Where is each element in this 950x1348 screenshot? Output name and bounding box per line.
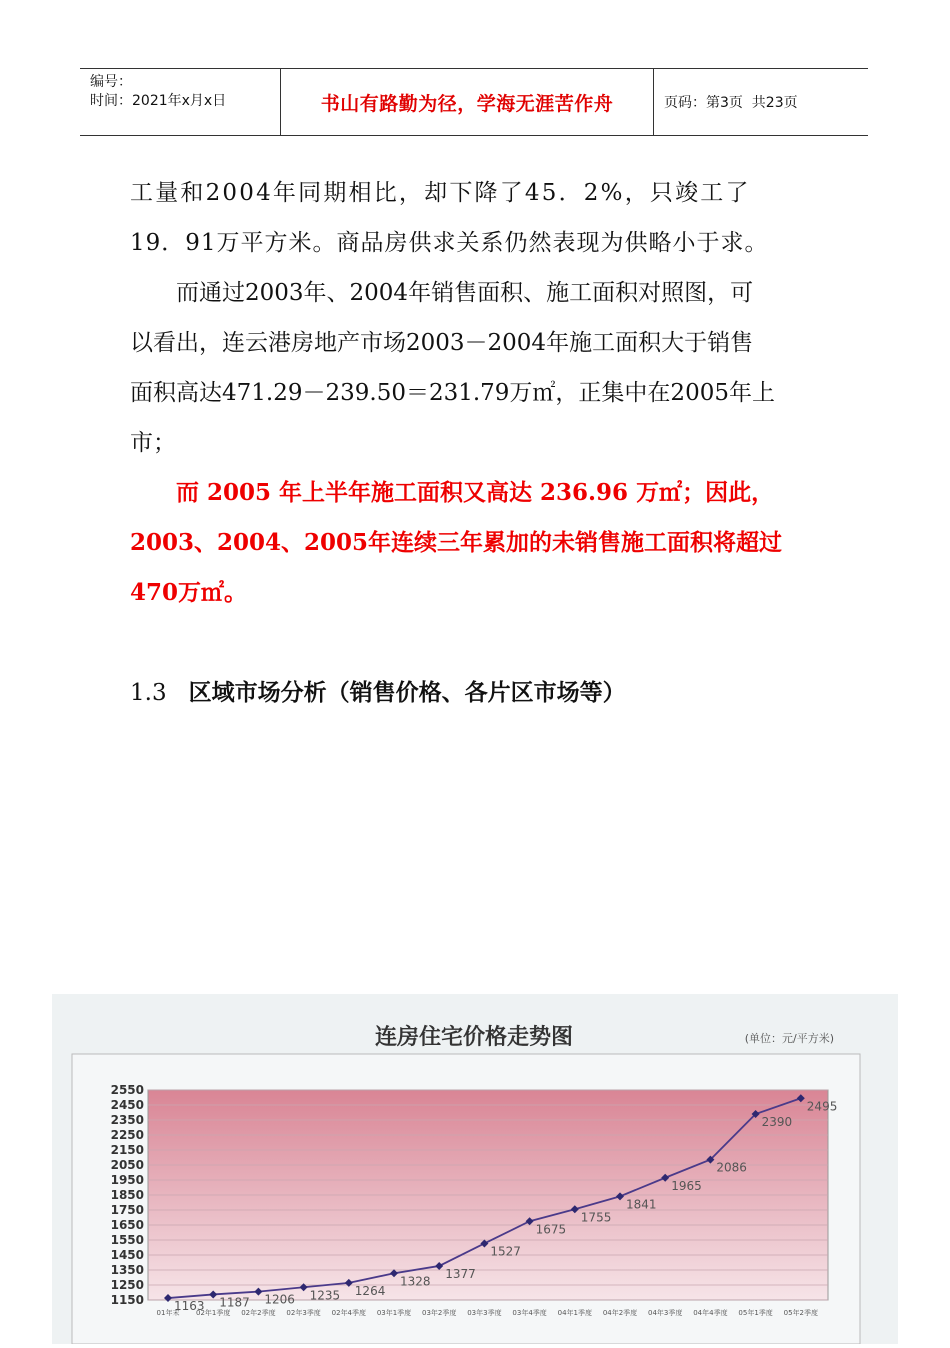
data-label: 1328 xyxy=(400,1274,431,1289)
x-tick-label: 04年1季度 xyxy=(557,1309,592,1317)
plot-area xyxy=(111,1083,838,1317)
x-tick-label: 05年2季度 xyxy=(783,1309,818,1317)
x-tick-label: 02年1季度 xyxy=(196,1309,231,1317)
y-tick-label: 1450 xyxy=(110,1248,144,1262)
x-tick-label: 05年1季度 xyxy=(738,1309,773,1317)
chart-unit-note: (单位：元/平方米) xyxy=(744,1032,834,1045)
header-page xyxy=(654,69,868,135)
header-motto: 书山有路勤为径，学海无涯苦作舟 xyxy=(281,69,654,135)
chart-title: 连房住宅价格走势图 xyxy=(374,1025,574,1050)
body-line-2: 19．91万平方米。商品房供求关系仍然表现为供略小于求。 xyxy=(130,230,769,256)
x-tick-label: 03年2季度 xyxy=(422,1309,457,1317)
y-tick-label: 1150 xyxy=(110,1293,144,1307)
data-label: 1841 xyxy=(626,1197,657,1212)
x-tick-label: 04年4季度 xyxy=(693,1309,728,1317)
data-label: 2086 xyxy=(716,1160,747,1175)
data-label: 1264 xyxy=(354,1283,386,1298)
time-label: 时间：2021年x月x日 xyxy=(90,93,227,109)
x-tick-label: 02年3季度 xyxy=(286,1309,321,1317)
x-tick-label: 04年2季度 xyxy=(602,1309,638,1317)
y-tick-label: 1350 xyxy=(110,1263,144,1277)
section-heading xyxy=(130,668,626,718)
y-tick-label: 1650 xyxy=(110,1218,144,1232)
highlight-line-2: 2003、2004、2005年连续三年累加的未销售施工面积将超过 xyxy=(130,529,783,556)
data-label: 1965 xyxy=(671,1178,702,1193)
price-trend-chart xyxy=(52,994,898,1344)
y-tick-label: 1950 xyxy=(110,1173,144,1187)
data-label: 1163 xyxy=(174,1299,205,1314)
highlight-line-3: 470万㎡。 xyxy=(130,579,248,606)
body-line-6: 市； xyxy=(130,430,176,456)
y-tick-label: 2350 xyxy=(110,1113,144,1127)
header-meta xyxy=(80,69,281,135)
page-header xyxy=(80,68,868,136)
chart-svg xyxy=(52,994,898,1344)
y-tick-label: 1750 xyxy=(110,1203,144,1217)
x-tick-label: 03年1季度 xyxy=(376,1309,412,1317)
data-label: 1675 xyxy=(535,1222,567,1237)
serial-label: 编号： xyxy=(90,74,132,90)
section-title: 区域市场分析（销售价格、各片区市场等） xyxy=(188,679,626,706)
data-label: 2495 xyxy=(806,1099,838,1114)
data-label: 1755 xyxy=(580,1210,612,1225)
y-tick-label: 1250 xyxy=(110,1278,144,1292)
body-line-1: 工量和2004年同期相比，却下降了45．2%，只竣工了 xyxy=(130,180,751,206)
body-line-4: 以看出，连云港房地产市场2003－2004年施工面积大于销售 xyxy=(130,330,754,356)
section-number: 1.3 xyxy=(130,680,167,706)
y-tick-label: 2150 xyxy=(110,1143,144,1157)
body-line-5: 面积高达471.29－239.50＝231.79万㎡，正集中在2005年上 xyxy=(130,380,775,406)
y-tick-label: 1550 xyxy=(110,1233,144,1247)
page-label: 页码：第3页 共23页 xyxy=(664,95,798,111)
x-tick-label: 02年4季度 xyxy=(331,1309,366,1317)
data-label: 1235 xyxy=(309,1288,341,1303)
x-tick-label: 03年3季度 xyxy=(467,1309,502,1317)
x-tick-label: 01年末 xyxy=(156,1309,180,1317)
y-tick-label: 2250 xyxy=(110,1128,144,1142)
highlight-line-1: 而 2005 年上半年施工面积又高达 236.96 万㎡；因此， xyxy=(130,479,775,506)
x-tick-label: 02年2季度 xyxy=(241,1309,276,1317)
y-tick-label: 1850 xyxy=(110,1188,144,1202)
body-line-3: 而通过2003年、2004年销售面积、施工面积对照图，可 xyxy=(130,280,754,306)
y-tick-label: 2450 xyxy=(110,1098,144,1112)
y-tick-label: 2550 xyxy=(110,1083,144,1097)
x-tick-label: 03年4季度 xyxy=(512,1309,547,1317)
data-label: 1527 xyxy=(490,1244,521,1259)
x-tick-label: 04年3季度 xyxy=(648,1309,683,1317)
y-tick-label: 2050 xyxy=(110,1158,144,1172)
data-label: 2390 xyxy=(761,1115,793,1129)
data-label: 1187 xyxy=(219,1295,250,1310)
data-label: 1206 xyxy=(264,1292,295,1307)
data-label: 1377 xyxy=(445,1266,476,1281)
